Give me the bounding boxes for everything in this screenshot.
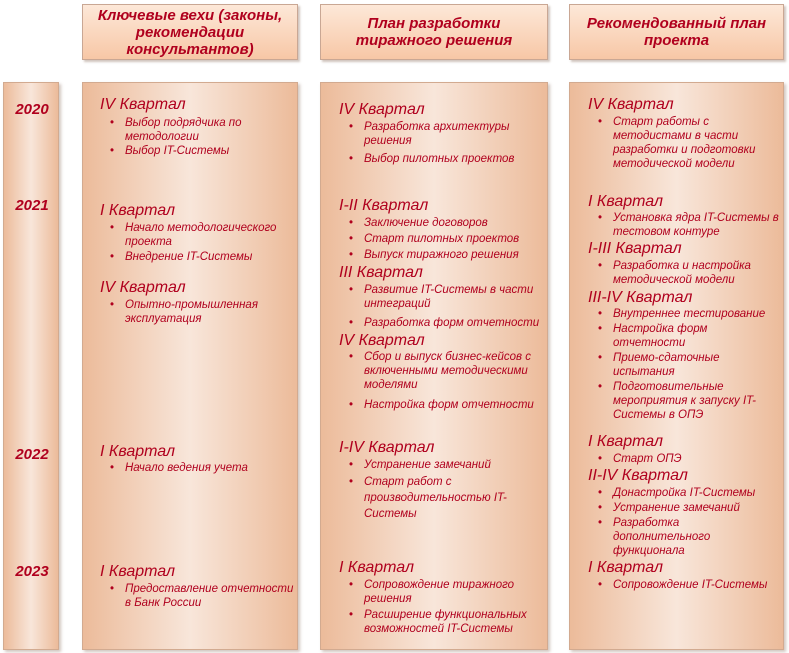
year-label: 2022 bbox=[15, 446, 49, 463]
quarter-heading: IV Квартал bbox=[100, 279, 186, 296]
quarter-heading: I Квартал bbox=[100, 202, 176, 219]
quarter-heading: I Квартал bbox=[100, 563, 176, 580]
list-item: • Старт пилотных проектов bbox=[364, 232, 544, 246]
list-item: • Внутреннее тестирование bbox=[613, 307, 783, 321]
list-item: • Устранение замечаний bbox=[613, 501, 783, 515]
list-item: • Разработка дополнительного функционала bbox=[613, 516, 733, 558]
header-milestones: Ключевые вехи (законы, рекомендации консультантов) bbox=[82, 4, 298, 60]
list-item: • Сопровождение тиражного решения bbox=[364, 578, 544, 606]
quarter-heading: I Квартал bbox=[588, 193, 664, 210]
quarter-heading: I Квартал bbox=[588, 559, 664, 576]
list-item: • Разработка и настройка методической модели bbox=[613, 259, 783, 287]
list-item: • Разработка архитектуры решения bbox=[364, 120, 544, 148]
list-item: • Установка ядра IT-Системы в тестовом контуре bbox=[613, 211, 783, 239]
quarter-heading: I-IV Квартал bbox=[339, 439, 435, 456]
list-item: • Старт работы с методистами в части разработки и подготовки методической модели bbox=[613, 115, 778, 171]
quarter-heading: III Квартал bbox=[339, 264, 423, 281]
list-item: • Старт ОПЭ bbox=[613, 452, 778, 466]
list-item: • Внедрение IT-Системы bbox=[125, 250, 295, 264]
header-recommended-plan: Рекомендованный план проекта bbox=[569, 4, 784, 60]
quarter-heading: I Квартал bbox=[588, 433, 664, 450]
quarter-heading: I-II Квартал bbox=[339, 197, 429, 214]
list-item: • Начало методологического проекта bbox=[125, 221, 295, 249]
quarter-heading: IV Квартал bbox=[100, 96, 186, 113]
list-item: • Развитие IT-Системы в части интеграций bbox=[364, 283, 544, 311]
list-item: • Опытно-промышленная эксплуатация bbox=[125, 298, 295, 326]
list-item: • Выбор пилотных проектов bbox=[364, 152, 544, 166]
year-label: 2021 bbox=[15, 197, 49, 214]
list-item: • Сопровождение IT-Системы bbox=[613, 578, 783, 592]
list-item: • Сбор и выпуск бизнес-кейсов с включенными методическими моделями bbox=[364, 350, 544, 392]
list-item: • Устранение замечаний bbox=[364, 458, 534, 472]
list-item: • Подготовительные мероприятия к запуску IT-Системы в ОПЭ bbox=[613, 380, 778, 422]
list-item: • Заключение договоров bbox=[364, 216, 544, 230]
list-item: • Донастройка IT-Системы bbox=[613, 486, 783, 500]
year-label: 2020 bbox=[15, 101, 49, 118]
list-item: • Предоставление отчетности в Банк России bbox=[125, 582, 295, 610]
quarter-heading: IV Квартал bbox=[339, 101, 425, 118]
list-item: • Приемо-сдаточные испытания bbox=[613, 351, 778, 379]
header-development-plan: План разработки тиражного решения bbox=[320, 4, 548, 60]
list-item: • Старт работ с производительностью IT-Системы bbox=[364, 474, 529, 522]
quarter-heading: I Квартал bbox=[339, 559, 415, 576]
list-item: • Выбор подрядчика по методологии bbox=[125, 116, 295, 144]
list-item: • Расширение функциональных возможностей IT-Системы bbox=[364, 608, 544, 636]
quarter-heading: I-III Квартал bbox=[588, 240, 682, 257]
year-label: 2023 bbox=[15, 563, 49, 580]
quarter-heading: IV Квартал bbox=[339, 332, 425, 349]
quarter-heading: IV Квартал bbox=[588, 96, 674, 113]
list-item: • Выбор IT-Системы bbox=[125, 144, 295, 158]
list-item: • Выпуск тиражного решения bbox=[364, 248, 544, 262]
list-item: • Настройка форм отчетности bbox=[613, 322, 778, 350]
list-item: • Разработка форм отчетности bbox=[364, 316, 546, 330]
quarter-heading: II-IV Квартал bbox=[588, 467, 688, 484]
quarter-heading: III-IV Квартал bbox=[588, 289, 693, 306]
list-item: • Настройка форм отчетности bbox=[364, 398, 544, 412]
quarter-heading: I Квартал bbox=[100, 443, 176, 460]
list-item: • Начало ведения учета bbox=[125, 461, 295, 475]
